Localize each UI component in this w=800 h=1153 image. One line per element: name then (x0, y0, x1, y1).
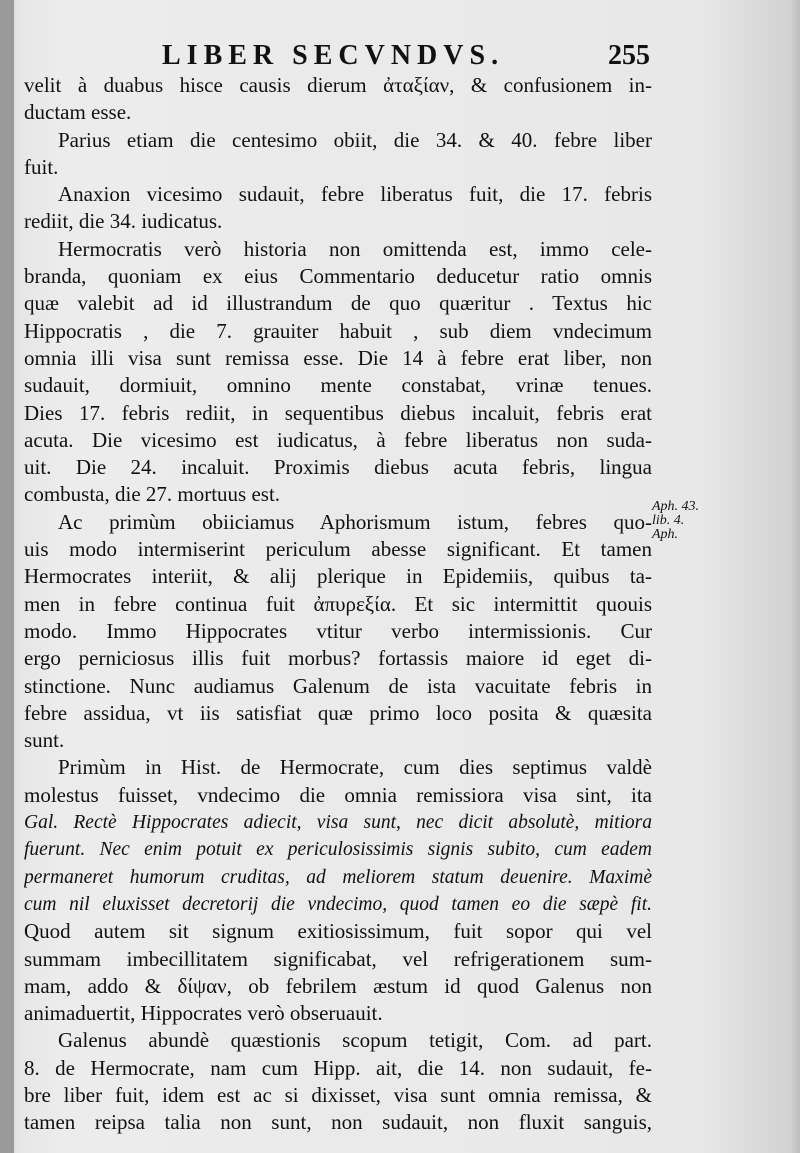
text-line: Gal. Rectè Hippocrates adiecit, visa sunt, nec dicit absolutè, mitiora (24, 812, 652, 834)
text-line: 8. de Hermocrate, nam cum Hipp. ait, die 14. non sudauit, fe- (24, 1055, 652, 1080)
margin-note: Aph. 43. (652, 499, 700, 514)
text-line: sudauit, dormiuit, omnino mente constabat, vrinæ tenues. (24, 373, 652, 398)
text-line: uit. Die 24. incaluit. Proximis diebus acuta febris, lingua (24, 455, 652, 480)
text-line: omnia illi visa sunt remissa esse. Die 14 à febre erat liber, non (24, 345, 652, 370)
binding-gutter (0, 0, 14, 1153)
text-line: Hermocrates interiit, & alij plerique in Epidemiis, quibus ta- (24, 564, 652, 589)
text-line: uis modo intermiserint periculum abesse significant. Et tamen (24, 537, 652, 562)
text-line: Anaxion vicesimo sudauit, febre liberatus fuit, die 17. febris (58, 182, 652, 207)
body-text (24, 72, 652, 1137)
page-header (150, 40, 650, 74)
text-line: bre liber fuit, idem est ac si dixisset, visa sunt omnia remissa, & (24, 1082, 652, 1107)
text-line: cum nil eluxisset decretorij die vndecimo, quod tamen eo die sæpè fit. (24, 893, 652, 915)
text-line: branda, quoniam ex eius Commentario deducetur ratio omnis (24, 264, 652, 289)
text-line: acuta. Die vicesimo est iudicatus, à febre liberatus non suda- (24, 427, 652, 452)
text-line: ductam esse. (24, 100, 132, 125)
text-line: men in febre continua fuit ἀπυρεξία. Et sic intermittit quouis (24, 591, 652, 616)
text-line: ergo perniciosus illis fuit morbus? fortassis maiore id eget di- (24, 646, 652, 671)
text-line: rediit, die 34. iudicatus. (24, 209, 223, 234)
text-line: fuerunt. Nec enim potuit ex periculosissimis signis subito, cum eadem (24, 839, 652, 861)
text-line: modo. Immo Hippocrates vtitur verbo intermissionis. Cur (24, 618, 652, 643)
text-line: tamen reipsa talia non sunt, non sudauit, non fluxit sanguis, (24, 1110, 652, 1135)
text-line: quæ valebit ad id illustrandum de quo quæritur . Textus hic (24, 291, 652, 316)
text-line: Ac primùm obiiciamus Aphorismum istum, febres quo- (58, 509, 652, 534)
text-line: molestus fuisset, vndecimo die omnia remissiora visa sint, ita (24, 782, 652, 807)
text-line: velit à duabus hisce causis dierum ἀταξίαν, & confusionem in- (24, 73, 652, 97)
text-line: Quod autem sit signum exitiosissimum, fuit sopor qui vel (24, 919, 652, 944)
text-line: summam imbecillitatem significabat, vel refrigerationem sum- (24, 946, 652, 971)
text-line: Dies 17. febris rediit, in sequentibus diebus incaluit, febris erat (24, 400, 652, 425)
text-line: combusta, die 27. mortuus est. (24, 482, 281, 507)
text-line: stinctione. Nunc audiamus Galenum de ista vacuitate febris in (24, 673, 652, 698)
running-title: LIBER SECVNDVS. (162, 40, 505, 71)
text-line: Hermocratis verò historia non omittenda est, immo cele- (58, 236, 652, 261)
text-line: permaneret humorum cruditas, ad meliorem statum deuenire. Maximè (24, 866, 652, 888)
page-number: 255 (608, 40, 650, 71)
text-line: Hippocratis , die 7. grauiter habuit , sub diem vndecimum (24, 318, 652, 343)
margin-note: Aph. (652, 527, 679, 542)
text-line: febre assidua, vt iis satisfiat quæ primo loco posita & quæsita (24, 700, 652, 725)
margin-notes (652, 500, 732, 542)
text-line: Galenus abundè quæstionis scopum tetigit, Com. ad part. (58, 1028, 652, 1053)
text-line: Primùm in Hist. de Hermocrate, cum dies septimus valdè (58, 755, 652, 780)
text-line: animaduertit, Hippocrates verò obseruauit. (24, 1001, 383, 1026)
margin-note: lib. 4. (652, 513, 685, 528)
text-line: sunt. (24, 728, 65, 753)
text-line: fuit. (24, 154, 59, 179)
text-line: Parius etiam die centesimo obiit, die 34. & 40. febre liber (58, 127, 652, 152)
text-line: mam, addo & δίψαν, ob febrilem æstum id quod Galenus non (24, 973, 652, 998)
